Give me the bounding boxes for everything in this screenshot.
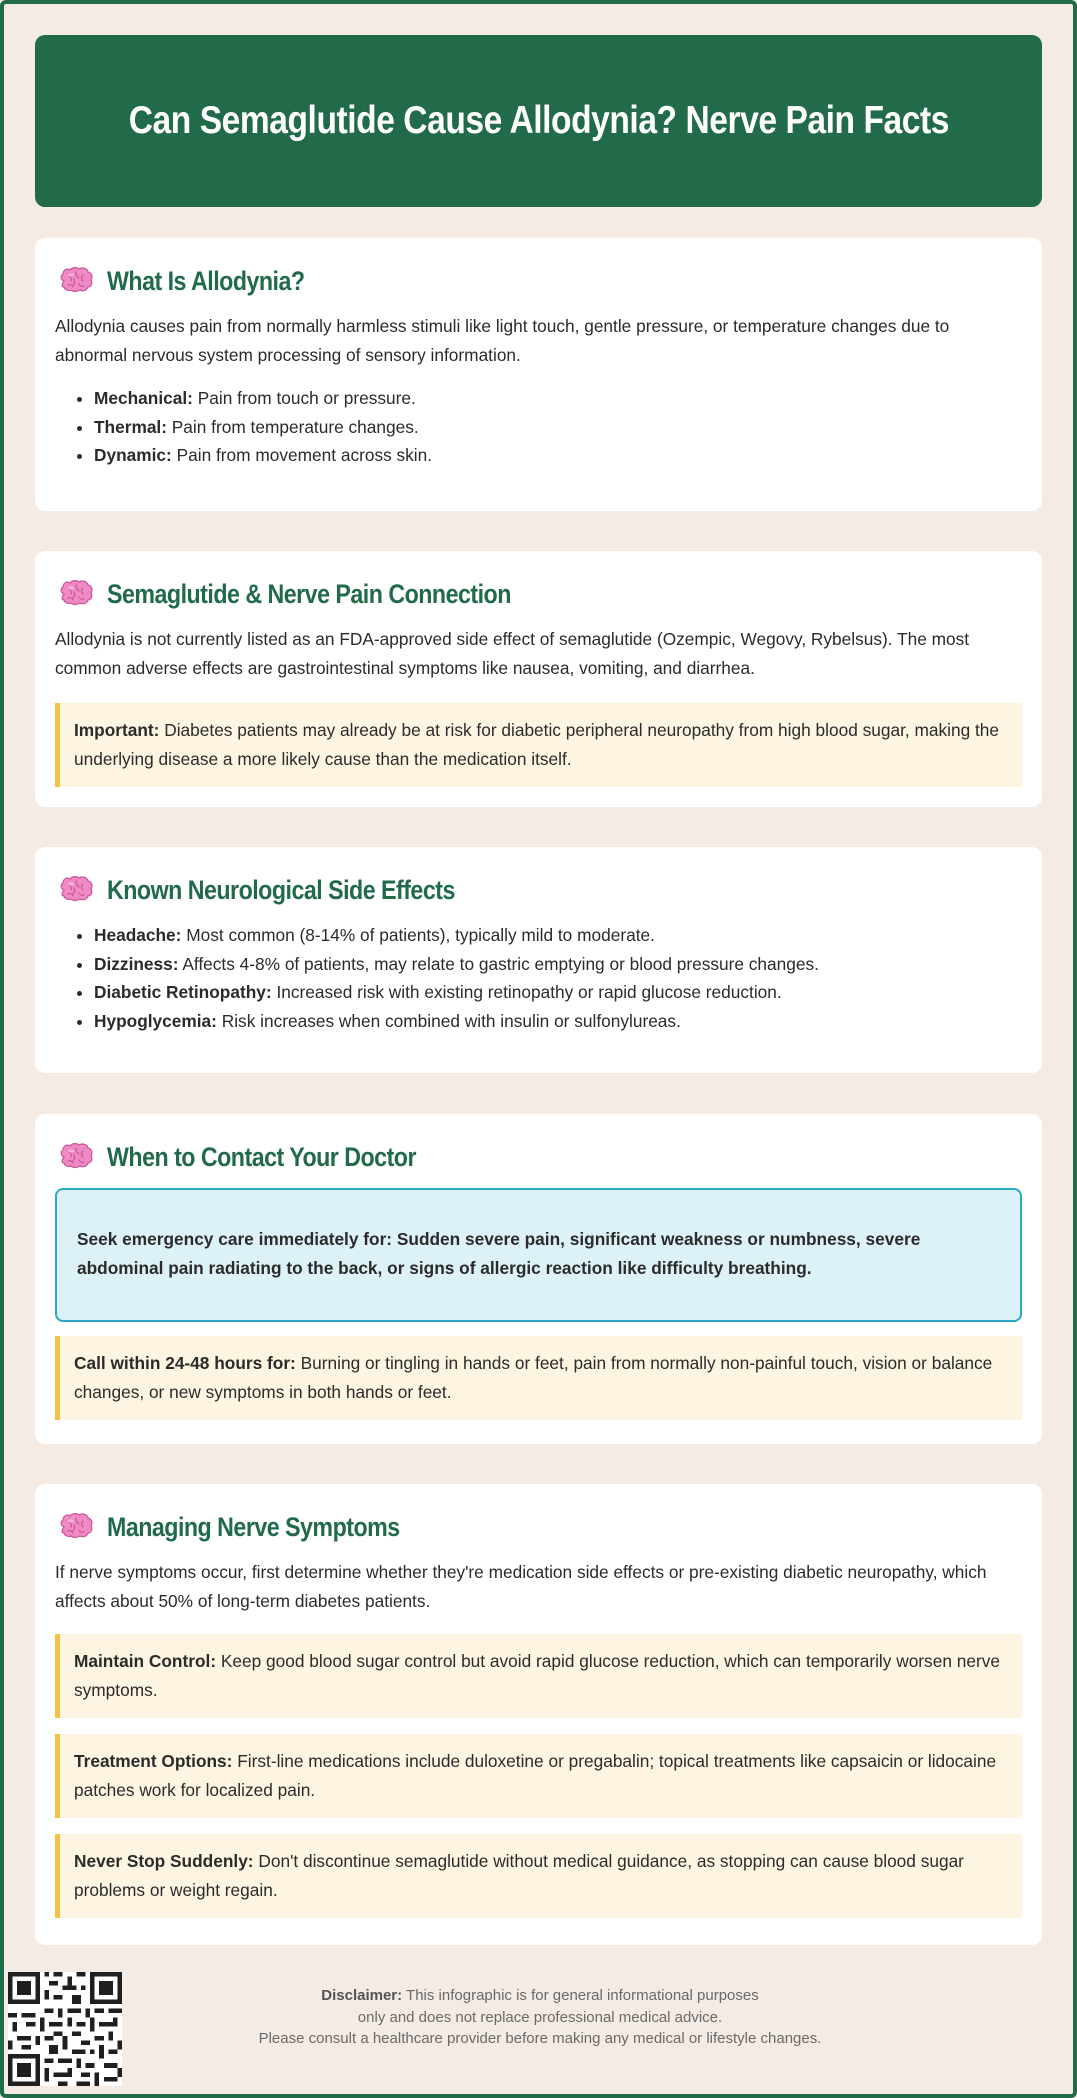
card-title: When to Contact Your Doctor [107, 1141, 416, 1172]
call-note: Call within 24-48 hours for: Burning or tingling in hands or feet, pain from normally non-painful touch, vision or balance changes, or new symptoms in both hands or feet. [55, 1336, 1022, 1420]
disclaimer-line-1: This infographic is for general informational purposes [402, 1987, 759, 2004]
disclaimer-line-2: only and does not replace professional medical advice. [357, 2008, 723, 2026]
brain-icon [59, 580, 93, 608]
list-item: • Headache: Most common (8-14% of patients), typically mild to moderate. [94, 921, 1022, 950]
important-note: Important: Diabetes patients may already be at risk for diabetic peripheral neuropathy from high blood sugar, making the underlying disease a more likely cause than the medication itself. [55, 703, 1022, 787]
disclaimer-line-3: Please consult a healthcare provider before making any medical or lifestyle changes. [258, 2030, 822, 2047]
card-neurological-side-effects [35, 847, 1042, 1073]
card-text: Allodynia causes pain from normally harmless stimuli like light touch, gentle pressure, or temperature changes due to abnormal nervous system processing of sensory information. [55, 316, 950, 365]
emergency-alert: Seek emergency care immediately for: Sudden severe pain, significant weakness or numbness, severe abdominal pain radiating to the back, or signs of allergic reaction like difficulty breathing. [55, 1188, 1022, 1322]
card-managing-symptoms [35, 1484, 1042, 1945]
list-item: • Hypoglycemia: Risk increases when combined with insulin or sulfonylureas. [94, 1007, 1022, 1036]
list-item: • Thermal: Pain from temperature changes. [94, 413, 1022, 442]
header-banner [35, 35, 1042, 207]
card-title: Semaglutide & Nerve Pain Connection [107, 578, 511, 609]
list-item: • Mechanical: Pain from touch or pressure. [94, 384, 1022, 413]
card-title: Known Neurological Side Effects [107, 874, 455, 905]
card-text: Allodynia is not currently listed as an FDA-approved side effect of semaglutide (Ozempic, Wegovy, Rybelsus). The most common adverse effects are gastrointestinal symptoms like nausea, vomiting, and diarrhea. [55, 629, 970, 678]
card-nerve-pain-connection [35, 551, 1042, 807]
card-text: If nerve symptoms occur, first determine whether they're medication side effects or pre-existing diabetic neuropathy, which affects about 50% of long-term diabetes patients. [55, 1562, 987, 1611]
qr-code-icon [8, 1972, 122, 2086]
page-title: Can Semaglutide Cause Allodynia? Nerve Pain Facts [128, 99, 949, 142]
brain-icon [59, 1513, 93, 1541]
allodynia-types-list [55, 384, 1022, 470]
card-title: Managing Nerve Symptoms [107, 1511, 400, 1542]
list-item: • Dizziness: Affects 4-8% of patients, may relate to gastric emptying or blood pressure changes. [94, 950, 1022, 979]
list-item: • Dynamic: Pain from movement across skin. [94, 441, 1022, 470]
side-effects-list [55, 921, 1022, 1035]
disclaimer-label: Disclaimer: [321, 1987, 403, 2004]
card-title: What Is Allodynia? [107, 265, 305, 296]
maintain-control-note: Maintain Control: Keep good blood sugar control but avoid rapid glucose reduction, which can temporarily worsen nerve symptoms. [55, 1634, 1022, 1718]
disclaimer [160, 1985, 920, 2050]
card-what-is-allodynia [35, 238, 1042, 511]
treatment-options-note: Treatment Options: First-line medications include duloxetine or pregabalin; topical treatments like capsaicin or lidocaine patches work for localized pain. [55, 1734, 1022, 1818]
brain-icon [59, 1143, 93, 1171]
card-contact-doctor [35, 1114, 1042, 1444]
footer [0, 1972, 1077, 2098]
brain-icon [59, 876, 93, 904]
never-stop-note: Never Stop Suddenly: Don't discontinue semaglutide without medical guidance, as stopping can cause blood sugar problems or weight regain. [55, 1834, 1022, 1918]
brain-icon [59, 267, 93, 295]
list-item: • Diabetic Retinopathy: Increased risk with existing retinopathy or rapid glucose reduction. [94, 978, 1022, 1007]
